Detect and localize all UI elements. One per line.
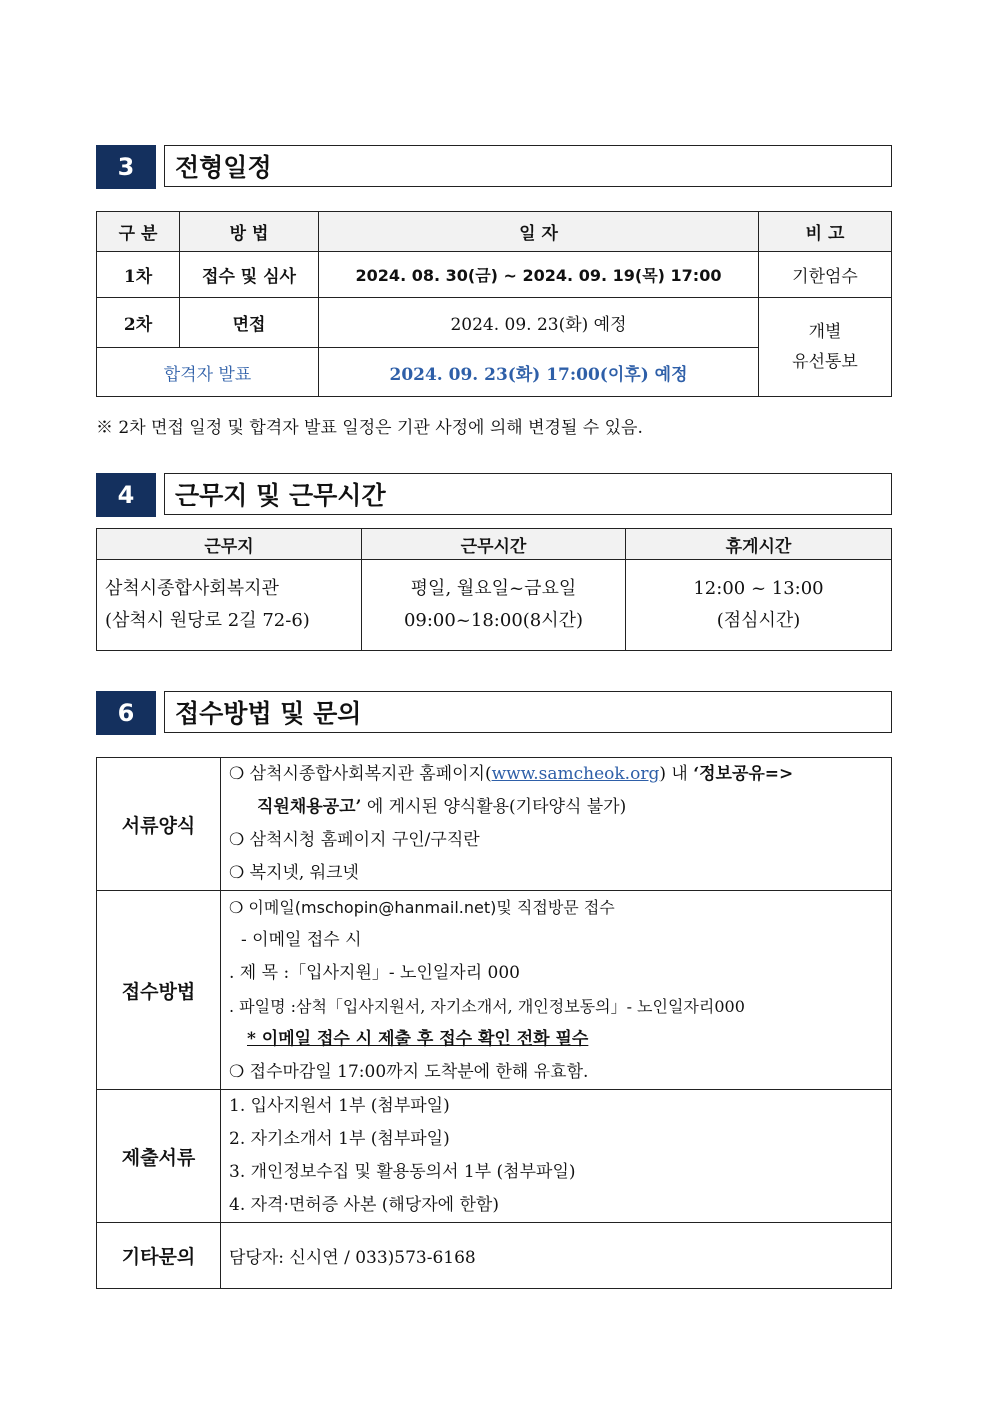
schedule-note: ※ 2차 면접 일정 및 합격자 발표 일정은 기관 사정에 의해 변경될 수 있음.	[96, 418, 643, 438]
forms-line-2-bold: 직원채용공고’	[257, 797, 362, 817]
method-1: 접수 및 심사	[180, 252, 319, 298]
remark-2-line1: 개별	[808, 322, 842, 342]
stage-2: 2차	[97, 298, 180, 348]
documents-label: 제출서류	[97, 1090, 221, 1223]
forms-line-3: ❍ 삼척시청 홈페이지 구인/구직란	[229, 830, 480, 850]
date-1: 2024. 08. 30(금) ~ 2024. 09. 19(목) 17:00	[319, 252, 759, 298]
header-stage: 구 분	[97, 212, 180, 252]
homepage-link[interactable]: www.samcheok.org	[491, 764, 660, 784]
document-item-4: 4. 자격·면허증 사본 (해당자에 한함)	[229, 1195, 499, 1215]
stage-1: 1차	[97, 252, 180, 298]
date-2: 2024. 09. 23(화) 예정	[319, 298, 759, 348]
method-label: 접수방법	[97, 891, 221, 1090]
header-date: 일 자	[319, 212, 759, 252]
section-6-header	[96, 691, 892, 735]
contact-value: 담당자: 신시연 / 033)573-6168	[221, 1223, 892, 1289]
break-label: (점심시간)	[716, 610, 801, 631]
workplace-address: (삼척시 원당로 2길 72-6)	[105, 610, 310, 631]
hours-cell	[362, 560, 626, 651]
remark-2-line2: 유선통보	[792, 352, 858, 372]
hours-time: 09:00~18:00(8시간)	[403, 610, 584, 631]
break-time: 12:00 ~ 13:00	[693, 578, 824, 599]
section-title: 근무지 및 근무시간	[164, 473, 892, 515]
header-workplace: 근무지	[97, 529, 362, 560]
forms-line-1	[229, 758, 891, 791]
forms-line-1-bold: ‘정보공유=>	[693, 764, 794, 784]
method-line-1: ❍ 이메일(mschopin@hanmail.net)및 직접방문 접수	[229, 898, 615, 917]
header-hours: 근무시간	[362, 529, 626, 560]
workplace-table	[96, 528, 892, 651]
hours-days: 평일, 월요일~금요일	[410, 578, 577, 599]
forms-line-1-mid: ) 내	[659, 764, 694, 784]
section-number: 6	[96, 691, 156, 735]
forms-content	[221, 758, 892, 891]
method-line-2: - 이메일 접수 시	[241, 930, 362, 950]
method-line-3: . 제 목 :「입사지원」- 노인일자리 000	[229, 963, 520, 983]
announcement-label: 합격자 발표	[97, 348, 319, 397]
forms-line-4: ❍ 복지넷, 워크넷	[229, 863, 359, 883]
method-line-4: . 파일명 :삼척「입사지원서, 자기소개서, 개인정보동의」- 노인일자리000	[229, 997, 745, 1016]
section-title: 접수방법 및 문의	[164, 691, 892, 733]
remark-2	[759, 298, 892, 397]
section-3-header	[96, 145, 892, 189]
schedule-table	[96, 211, 892, 397]
remark-1: 기한엄수	[759, 252, 892, 298]
forms-line-2	[229, 791, 891, 824]
method-line-6: ❍ 접수마감일 17:00까지 도착분에 한해 유효함.	[229, 1062, 589, 1082]
document-item-1: 1. 입사지원서 1부 (첨부파일)	[229, 1096, 450, 1116]
forms-label: 서류양식	[97, 758, 221, 891]
document-item-3: 3. 개인정보수집 및 활용동의서 1부 (첨부파일)	[229, 1162, 576, 1182]
application-table	[96, 757, 892, 1289]
break-cell	[626, 560, 892, 651]
method-line-5: * 이메일 접수 시 제출 후 접수 확인 전화 필수	[247, 1029, 589, 1049]
workplace-name: 삼척시종합사회복지관	[105, 578, 279, 599]
header-remark: 비 고	[759, 212, 892, 252]
method-2: 면접	[180, 298, 319, 348]
document-item-2: 2. 자기소개서 1부 (첨부파일)	[229, 1129, 450, 1149]
section-title: 전형일정	[164, 145, 892, 187]
contact-label: 기타문의	[97, 1223, 221, 1289]
header-break: 휴게시간	[626, 529, 892, 560]
section-4-header	[96, 473, 892, 517]
method-content	[221, 891, 892, 1090]
forms-line-1-text: ❍ 삼척시종합사회복지관 홈페이지(	[229, 764, 492, 784]
documents-content	[221, 1090, 892, 1223]
forms-line-2-text: 에 게시된 양식활용(기타양식 불가)	[361, 797, 627, 817]
workplace-cell	[97, 560, 362, 651]
announcement-date: 2024. 09. 23(화) 17:00(이후) 예정	[319, 348, 759, 397]
section-number: 4	[96, 473, 156, 517]
section-number: 3	[96, 145, 156, 189]
header-method: 방 법	[180, 212, 319, 252]
